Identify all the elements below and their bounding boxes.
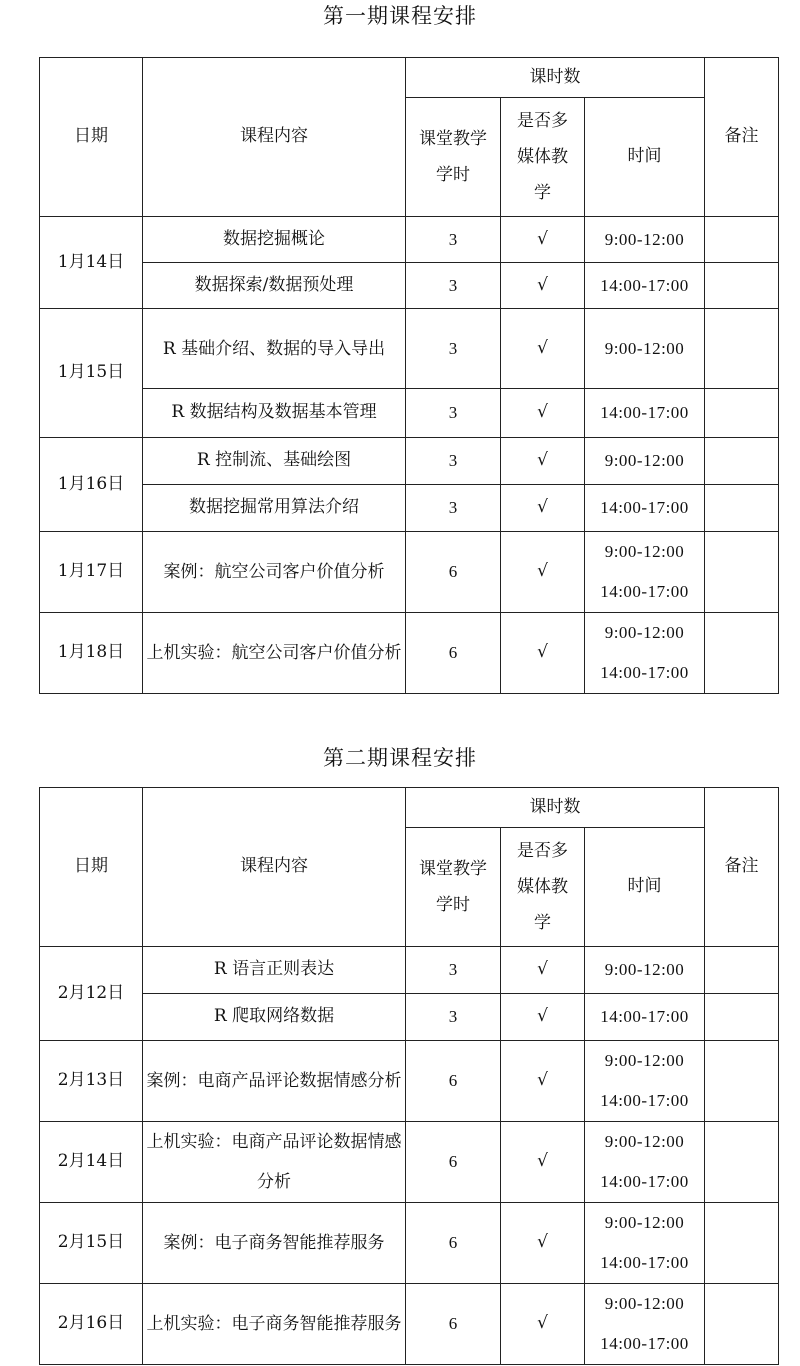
- table-row: [40, 217, 779, 263]
- date-cell: 1月15日: [40, 309, 143, 438]
- table-row: [40, 994, 779, 1041]
- table-row: [40, 1122, 779, 1203]
- date-cell: 1月14日: [40, 217, 143, 309]
- content-cell: R 语言正则表达: [143, 947, 406, 994]
- note-cell: [705, 613, 779, 694]
- note-cell: [705, 485, 779, 532]
- content-cell: 上机实验：电商产品评论数据情感分析: [143, 1122, 406, 1203]
- time-cell: 9:00-12:00: [585, 438, 705, 485]
- header-hours-group: 课时数: [406, 788, 705, 828]
- header-hours-group: 课时数: [406, 58, 705, 98]
- time-cell: 9:00-12:00 14:00-17:00: [585, 532, 705, 613]
- time-cell: 9:00-12:00 14:00-17:00: [585, 1284, 705, 1365]
- note-cell: [705, 1203, 779, 1284]
- table-row: [40, 389, 779, 438]
- multimedia-check: √: [501, 309, 585, 389]
- note-cell: [705, 532, 779, 613]
- hours-cell: 3: [406, 217, 501, 263]
- date-cell: 2月12日: [40, 947, 143, 1041]
- header-content: 课程内容: [143, 788, 406, 947]
- hours-cell: 3: [406, 485, 501, 532]
- time-cell: 9:00-12:00: [585, 947, 705, 994]
- time-cell: 14:00-17:00: [585, 389, 705, 438]
- multimedia-check: √: [501, 1284, 585, 1365]
- hours-cell: 6: [406, 532, 501, 613]
- multimedia-check: √: [501, 613, 585, 694]
- content-cell: 上机实验：电子商务智能推荐服务: [143, 1284, 406, 1365]
- period1-schedule-table: [39, 57, 779, 694]
- note-cell: [705, 947, 779, 994]
- table-row: [40, 263, 779, 309]
- content-cell: R 数据结构及数据基本管理: [143, 389, 406, 438]
- hours-cell: 3: [406, 309, 501, 389]
- hours-cell: 3: [406, 994, 501, 1041]
- hours-cell: 3: [406, 438, 501, 485]
- header-class-hours: 课堂教学 学时: [406, 828, 501, 947]
- table-row: [40, 438, 779, 485]
- multimedia-check: √: [501, 1041, 585, 1122]
- header-date: 日期: [40, 58, 143, 217]
- period1-title: 第一期课程安排: [323, 4, 477, 28]
- header-multimedia: 是否多 媒体教 学: [501, 98, 585, 217]
- header-row: [40, 58, 779, 98]
- date-cell: 1月16日: [40, 438, 143, 532]
- time-cell: 14:00-17:00: [585, 485, 705, 532]
- multimedia-check: √: [501, 389, 585, 438]
- time-cell: 9:00-12:00 14:00-17:00: [585, 613, 705, 694]
- table-row: [40, 485, 779, 532]
- multimedia-check: √: [501, 438, 585, 485]
- multimedia-check: √: [501, 947, 585, 994]
- content-cell: R 爬取网络数据: [143, 994, 406, 1041]
- content-cell: R 控制流、基础绘图: [143, 438, 406, 485]
- table-row: [40, 532, 779, 613]
- content-cell: 上机实验：航空公司客户价值分析: [143, 613, 406, 694]
- header-time: 时间: [585, 828, 705, 947]
- content-cell: 案例：电商产品评论数据情感分析: [143, 1041, 406, 1122]
- header-note: 备注: [705, 788, 779, 947]
- note-cell: [705, 1284, 779, 1365]
- note-cell: [705, 1041, 779, 1122]
- content-cell: R 基础介绍、数据的导入导出: [143, 309, 406, 389]
- content-cell: 数据挖掘概论: [143, 217, 406, 263]
- header-multimedia: 是否多 媒体教 学: [501, 828, 585, 947]
- content-cell: 数据探索/数据预处理: [143, 263, 406, 309]
- note-cell: [705, 1122, 779, 1203]
- multimedia-check: √: [501, 1122, 585, 1203]
- header-time: 时间: [585, 98, 705, 217]
- multimedia-check: √: [501, 1203, 585, 1284]
- note-cell: [705, 438, 779, 485]
- date-cell: 2月15日: [40, 1203, 143, 1284]
- table-row: [40, 309, 779, 389]
- multimedia-check: √: [501, 263, 585, 309]
- content-cell: 数据挖掘常用算法介绍: [143, 485, 406, 532]
- note-cell: [705, 389, 779, 438]
- date-cell: 2月16日: [40, 1284, 143, 1365]
- date-cell: 1月18日: [40, 613, 143, 694]
- time-cell: 9:00-12:00 14:00-17:00: [585, 1122, 705, 1203]
- header-content: 课程内容: [143, 58, 406, 217]
- period2-schedule-table: [39, 787, 779, 1365]
- time-cell: 14:00-17:00: [585, 994, 705, 1041]
- note-cell: [705, 217, 779, 263]
- table-row: [40, 1284, 779, 1365]
- multimedia-check: √: [501, 994, 585, 1041]
- hours-cell: 3: [406, 389, 501, 438]
- content-cell: 案例：电子商务智能推荐服务: [143, 1203, 406, 1284]
- hours-cell: 6: [406, 1203, 501, 1284]
- header-class-hours: 课堂教学 学时: [406, 98, 501, 217]
- hours-cell: 6: [406, 613, 501, 694]
- header-note: 备注: [705, 58, 779, 217]
- hours-cell: 6: [406, 1041, 501, 1122]
- hours-cell: 3: [406, 947, 501, 994]
- table-row: [40, 613, 779, 694]
- content-cell: 案例：航空公司客户价值分析: [143, 532, 406, 613]
- multimedia-check: √: [501, 485, 585, 532]
- date-cell: 1月17日: [40, 532, 143, 613]
- note-cell: [705, 994, 779, 1041]
- time-cell: 9:00-12:00: [585, 309, 705, 389]
- date-cell: 2月13日: [40, 1041, 143, 1122]
- time-cell: 9:00-12:00 14:00-17:00: [585, 1041, 705, 1122]
- table-row: [40, 947, 779, 994]
- date-cell: 2月14日: [40, 1122, 143, 1203]
- time-cell: 9:00-12:00 14:00-17:00: [585, 1203, 705, 1284]
- note-cell: [705, 263, 779, 309]
- table-row: [40, 1041, 779, 1122]
- hours-cell: 3: [406, 263, 501, 309]
- hours-cell: 6: [406, 1122, 501, 1203]
- multimedia-check: √: [501, 532, 585, 613]
- table-row: [40, 1203, 779, 1284]
- header-row: [40, 788, 779, 828]
- hours-cell: 6: [406, 1284, 501, 1365]
- multimedia-check: √: [501, 217, 585, 263]
- period2-title: 第二期课程安排: [323, 746, 477, 770]
- time-cell: 9:00-12:00: [585, 217, 705, 263]
- note-cell: [705, 309, 779, 389]
- header-date: 日期: [40, 788, 143, 947]
- time-cell: 14:00-17:00: [585, 263, 705, 309]
